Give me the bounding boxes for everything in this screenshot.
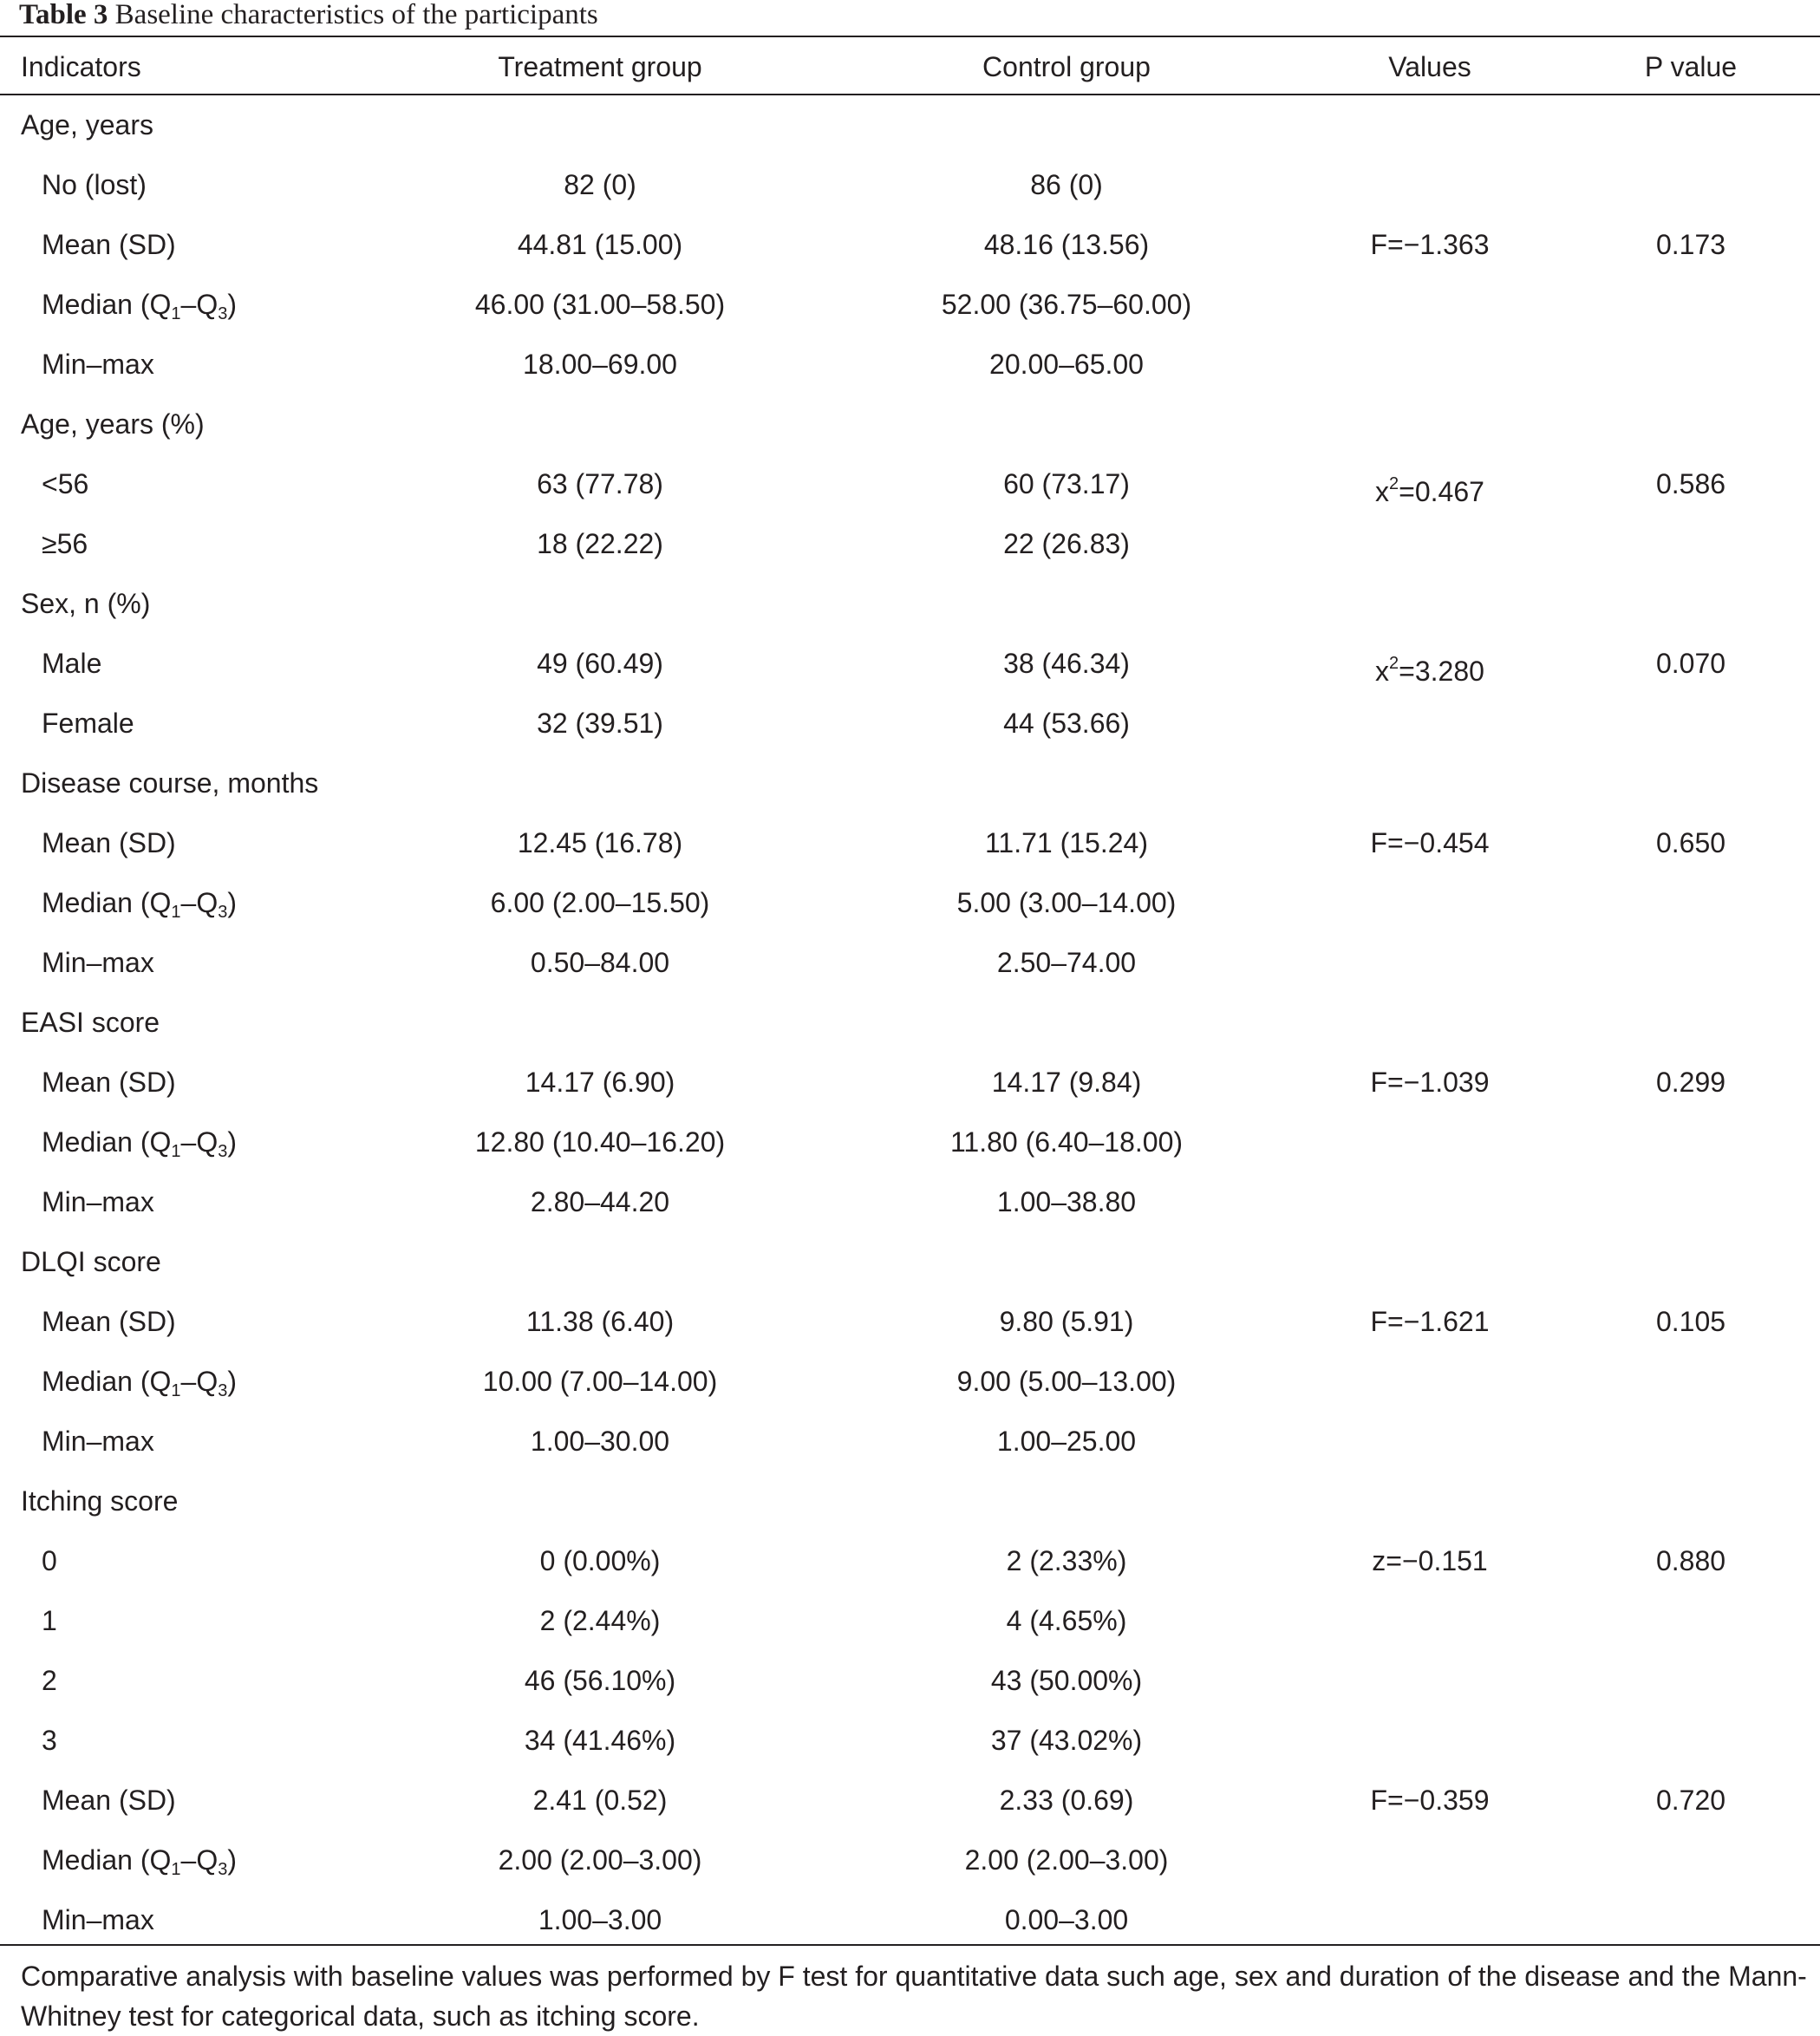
treatment-cell: 2.00 (2.00–3.00)	[498, 1844, 702, 1876]
treatment-cell: 14.17 (6.90)	[525, 1067, 675, 1098]
row-label: 2	[42, 1665, 57, 1696]
control-cell: 20.00–65.00	[989, 349, 1144, 380]
treatment-cell: 12.45 (16.78)	[517, 827, 683, 858]
treatment-cell: 44.81 (15.00)	[517, 229, 683, 260]
values-cell: F=−0.454	[1370, 827, 1490, 858]
control-cell: 11.80 (6.40–18.00)	[949, 1126, 1184, 1158]
p-value-cell: 0.880	[1655, 1545, 1726, 1576]
control-cell: 2.50–74.00	[996, 947, 1137, 978]
control-cell: 86 (0)	[1030, 169, 1103, 200]
treatment-cell: 6.00 (2.00–15.50)	[490, 887, 710, 918]
row-label: Mean (SD)	[42, 827, 176, 858]
treatment-cell: 1.00–3.00	[538, 1904, 662, 1935]
row-label: Min–max	[42, 1186, 154, 1217]
treatment-cell: 2 (2.44%)	[539, 1605, 661, 1636]
row-label: 3	[42, 1725, 57, 1756]
values-cell: z=−0.151	[1372, 1545, 1488, 1576]
control-cell: 11.71 (15.24)	[985, 827, 1148, 858]
p-value-cell: 0.720	[1655, 1785, 1726, 1816]
section-heading: Itching score	[21, 1485, 179, 1517]
row-label: Mean (SD)	[42, 1785, 176, 1816]
control-cell: 2.00 (2.00–3.00)	[964, 1844, 1169, 1876]
p-value-cell: 0.299	[1655, 1067, 1726, 1098]
row-label: Min–max	[42, 947, 154, 978]
section-heading: Age, years	[21, 109, 153, 140]
header-values: Values	[1388, 51, 1471, 82]
p-value-cell: 0.173	[1655, 229, 1726, 260]
control-cell: 52.00 (36.75–60.00)	[941, 289, 1192, 320]
section-heading: DLQI score	[21, 1246, 161, 1277]
control-cell: 38 (46.34)	[1003, 648, 1130, 679]
treatment-cell: 2.80–44.20	[530, 1186, 670, 1217]
table-caption	[19, 0, 598, 33]
treatment-cell: 2.41 (0.52)	[532, 1785, 668, 1816]
row-label: Median $(Q_1-Q_3)$	[42, 887, 237, 922]
row-label: Male	[42, 648, 102, 679]
p-value-cell: 0.070	[1655, 648, 1726, 679]
header-p-value: P value	[1644, 51, 1738, 82]
row-label: 0	[42, 1545, 57, 1576]
control-cell: 14.17 (9.84)	[991, 1067, 1142, 1098]
row-label: 1	[42, 1605, 57, 1636]
row-label: Min–max	[42, 1904, 154, 1935]
row-label: Mean (SD)	[42, 229, 176, 260]
treatment-cell: 46 (56.10%)	[524, 1665, 676, 1696]
control-cell: 44 (53.66)	[1003, 708, 1130, 739]
section-heading: Age, years (%)	[21, 408, 205, 440]
control-cell: 2.33 (0.69)	[999, 1785, 1134, 1816]
table-label: Table 3	[19, 0, 108, 30]
row-label: Median $(Q_1-Q_3)$	[42, 1366, 237, 1400]
header-indicators: Indicators	[21, 51, 141, 82]
row-label: Min–max	[42, 349, 154, 380]
control-cell: 43 (50.00%)	[990, 1665, 1143, 1696]
treatment-cell: 10.00 (7.00–14.00)	[482, 1366, 718, 1397]
values-cell: $x^2=0.467$	[1375, 474, 1484, 507]
treatment-cell: 11.38 (6.40)	[525, 1306, 675, 1337]
treatment-cell: 0.50–84.00	[530, 947, 670, 978]
control-cell: 9.80 (5.91)	[999, 1306, 1134, 1337]
treatment-cell: 12.80 (10.40–16.20)	[474, 1126, 726, 1158]
row-label: Mean (SD)	[42, 1306, 176, 1337]
treatment-cell: 18 (22.22)	[537, 528, 663, 559]
header-rule	[0, 94, 1820, 95]
treatment-cell: 0 (0.00%)	[539, 1545, 661, 1576]
values-cell: F=−1.039	[1370, 1067, 1490, 1098]
row-label: Female	[42, 708, 134, 739]
p-value-cell: 0.105	[1655, 1306, 1726, 1337]
control-cell: 60 (73.17)	[1003, 468, 1130, 499]
header-control: Control group	[982, 51, 1151, 82]
section-heading: Disease course, months	[21, 767, 319, 799]
control-cell: 22 (26.83)	[1003, 528, 1130, 559]
row-label: Min–max	[42, 1426, 154, 1457]
p-value-cell: 0.586	[1655, 468, 1726, 499]
control-cell: 48.16 (13.56)	[983, 229, 1150, 260]
control-cell: 0.00–3.00	[1004, 1904, 1129, 1935]
values-cell: $x^2=3.280$	[1375, 654, 1484, 687]
row-label: <56	[42, 468, 89, 499]
row-label: Mean (SD)	[42, 1067, 176, 1098]
section-heading: EASI score	[21, 1007, 160, 1038]
treatment-cell: 63 (77.78)	[537, 468, 663, 499]
treatment-cell: 82 (0)	[564, 169, 636, 200]
control-cell: 1.00–38.80	[996, 1186, 1137, 1217]
section-heading: Sex, n (%)	[21, 588, 151, 619]
values-cell: F=−1.363	[1370, 229, 1490, 260]
p-value-cell: 0.650	[1655, 827, 1726, 858]
table-title: Baseline characteristics of the participants	[114, 0, 598, 30]
control-cell: 4 (4.65%)	[1006, 1605, 1127, 1636]
row-label: Median $(Q_1-Q_3)$	[42, 1844, 237, 1879]
table-footnote: Comparative analysis with baseline values was performed by F test for quantitative data such age, sex and duration of the disease and the Mann-Whitney test for categorical data, such as itching score.	[21, 1961, 1807, 2032]
treatment-cell: 32 (39.51)	[537, 708, 663, 739]
header-treatment: Treatment group	[498, 51, 702, 82]
control-cell: 5.00 (3.00–14.00)	[956, 887, 1177, 918]
top-rule	[0, 36, 1820, 37]
values-cell: F=−1.621	[1370, 1306, 1490, 1337]
treatment-cell: 46.00 (31.00–58.50)	[474, 289, 726, 320]
values-cell: F=−0.359	[1370, 1785, 1490, 1816]
treatment-cell: 1.00–30.00	[530, 1426, 670, 1457]
control-cell: 9.00 (5.00–13.00)	[956, 1366, 1177, 1397]
bottom-rule	[0, 1944, 1820, 1946]
treatment-cell: 49 (60.49)	[537, 648, 663, 679]
control-cell: 37 (43.02%)	[990, 1725, 1143, 1756]
row-label: Median $(Q_1-Q_3)$	[42, 1126, 237, 1161]
treatment-cell: 34 (41.46%)	[524, 1725, 676, 1756]
row-label: ≥56	[42, 528, 88, 559]
control-cell: 2 (2.33%)	[1006, 1545, 1127, 1576]
treatment-cell: 18.00–69.00	[523, 349, 677, 380]
control-cell: 1.00–25.00	[996, 1426, 1137, 1457]
row-label: No (lost)	[42, 169, 147, 200]
row-label: Median $(Q_1-Q_3)$	[42, 289, 237, 323]
